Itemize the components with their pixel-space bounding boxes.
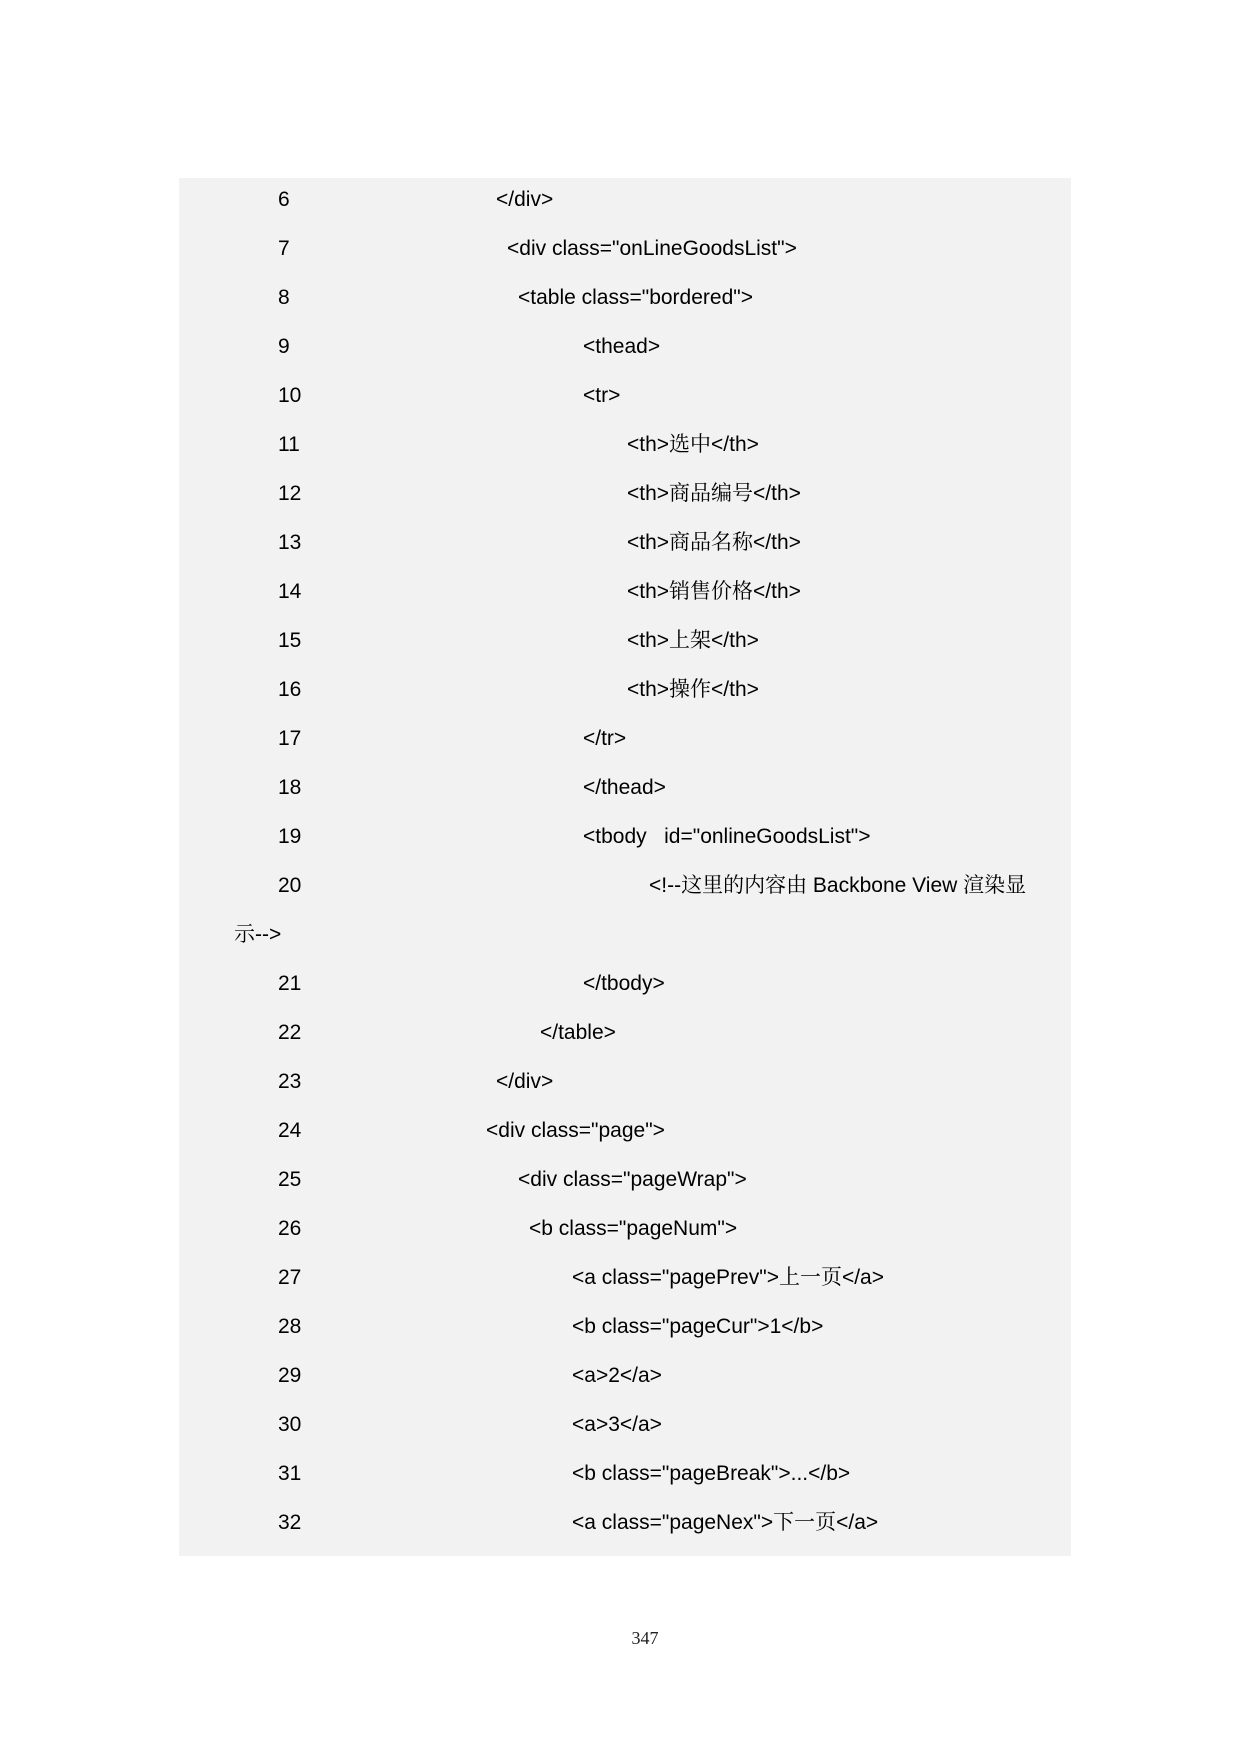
line-code: <th>销售价格</th>	[627, 580, 801, 603]
code-line	[179, 1111, 1071, 1151]
code-line	[179, 1307, 1071, 1347]
line-code: <th>上架</th>	[627, 629, 759, 652]
line-number: 16	[278, 678, 302, 701]
code-line	[179, 1405, 1071, 1445]
line-number: 10	[278, 384, 302, 407]
code-line	[179, 866, 1071, 906]
line-number: 27	[278, 1266, 302, 1289]
line-code: <thead>	[583, 335, 661, 358]
code-line	[179, 670, 1071, 710]
line-number: 8	[278, 286, 290, 309]
line-number: 29	[278, 1364, 302, 1387]
line-number: 18	[278, 776, 302, 799]
code-line	[179, 817, 1071, 857]
code-line	[179, 964, 1071, 1004]
line-code: <div class="page">	[486, 1119, 665, 1142]
line-number: 6	[278, 188, 290, 211]
line-code: <table class="bordered">	[518, 286, 753, 309]
code-line	[179, 768, 1071, 808]
line-number: 25	[278, 1168, 302, 1191]
line-code: </div>	[496, 188, 554, 211]
line-code: <a class="pagePrev">上一页</a>	[572, 1266, 884, 1289]
code-line	[179, 1356, 1071, 1396]
line-code: <a>3</a>	[572, 1413, 662, 1436]
code-listing	[179, 178, 1071, 1556]
line-number: 30	[278, 1413, 302, 1436]
code-line	[179, 1160, 1071, 1200]
line-number: 21	[278, 972, 302, 995]
code-line	[179, 180, 1071, 220]
line-code: <div class="onLineGoodsList">	[507, 237, 797, 260]
line-number: 15	[278, 629, 302, 652]
code-line	[179, 327, 1071, 367]
line-number: 14	[278, 580, 302, 603]
code-line	[179, 229, 1071, 269]
line-number: 26	[278, 1217, 302, 1240]
line-code: </div>	[496, 1070, 554, 1093]
line-number: 20	[278, 874, 302, 897]
line-code: <tbody id="onlineGoodsList">	[583, 825, 871, 848]
code-line	[179, 474, 1071, 514]
code-line-wrapped	[179, 915, 1071, 955]
line-number: 17	[278, 727, 302, 750]
line-code: <th>操作</th>	[627, 678, 759, 701]
line-code: <div class="pageWrap">	[518, 1168, 747, 1191]
line-number: 12	[278, 482, 302, 505]
line-number: 32	[278, 1511, 302, 1534]
code-line	[179, 278, 1071, 318]
code-line	[179, 1209, 1071, 1249]
line-number: 13	[278, 531, 302, 554]
line-number: 22	[278, 1021, 302, 1044]
line-code: <th>选中</th>	[627, 433, 759, 456]
line-code: <!--这里的内容由 Backbone View 渲染显	[649, 874, 1027, 897]
code-line	[179, 523, 1071, 563]
page-number: 347	[631, 1628, 659, 1648]
code-line	[179, 572, 1071, 612]
line-code: <tr>	[583, 384, 621, 407]
line-code: </table>	[540, 1021, 616, 1044]
line-number: 24	[278, 1119, 302, 1142]
line-code: <th>商品编号</th>	[627, 482, 801, 505]
line-number: 7	[278, 237, 290, 260]
code-line	[179, 1062, 1071, 1102]
code-line	[179, 1013, 1071, 1053]
line-code: </tr>	[583, 727, 627, 750]
code-line	[179, 621, 1071, 661]
line-code: </tbody>	[583, 972, 665, 995]
line-code: </thead>	[583, 776, 666, 799]
line-code: <b class="pageBreak">...</b>	[572, 1462, 851, 1485]
line-code: <th>商品名称</th>	[627, 531, 801, 554]
code-line	[179, 1258, 1071, 1298]
line-number: 19	[278, 825, 302, 848]
code-line	[179, 1454, 1071, 1494]
line-code: <a>2</a>	[572, 1364, 662, 1387]
line-number: 28	[278, 1315, 302, 1338]
code-line	[179, 719, 1071, 759]
line-number: 11	[278, 433, 300, 456]
line-number: 23	[278, 1070, 302, 1093]
line-number: 31	[278, 1462, 302, 1485]
line-code: <b class="pageNum">	[529, 1217, 738, 1240]
code-line	[179, 1503, 1071, 1543]
code-line	[179, 425, 1071, 465]
line-code-continuation: 示-->	[234, 923, 282, 946]
line-number: 9	[278, 335, 290, 358]
line-code: <a class="pageNex">下一页</a>	[572, 1511, 879, 1534]
line-code: <b class="pageCur">1</b>	[572, 1315, 824, 1338]
code-line	[179, 376, 1071, 416]
